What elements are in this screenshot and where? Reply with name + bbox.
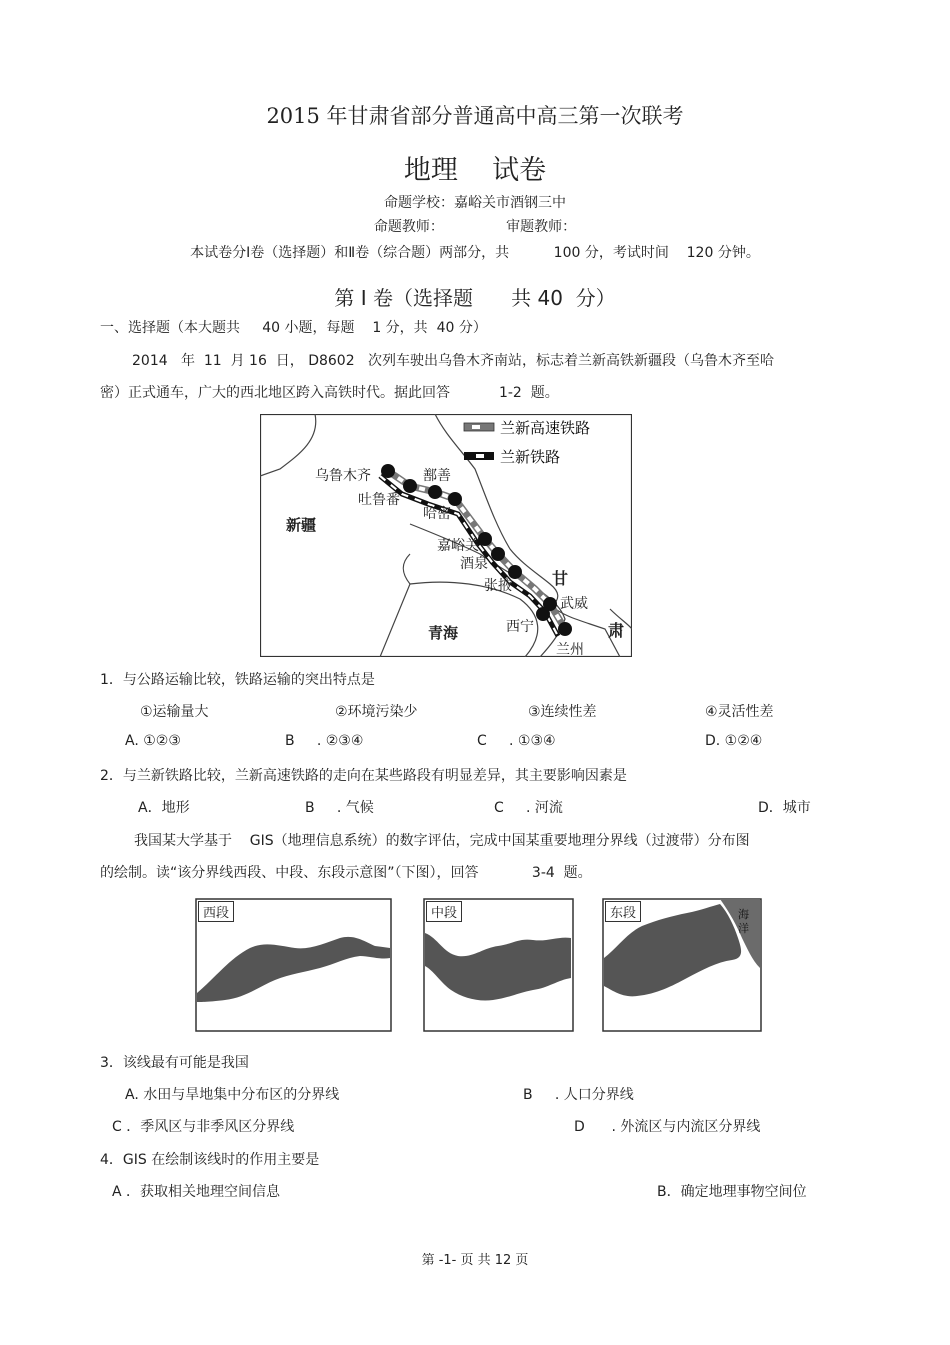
legend-railway: 兰新铁路 — [500, 448, 561, 466]
label-lanzhou: 兰州 — [556, 642, 584, 657]
q3-option-d[interactable]: D . 外流区与内流区分界线 — [574, 1119, 761, 1135]
railway-map — [260, 414, 632, 657]
label-urumqi: 乌鲁木齐 — [315, 468, 371, 484]
q2-option-d[interactable]: D．城市 — [758, 800, 811, 816]
q1-item-2: ②环境污染少 — [335, 704, 418, 720]
q4-stem: 4．GIS 在绘制该线时的作用主要是 — [100, 1152, 320, 1168]
label-jiayuguan: 嘉峪关 — [437, 538, 479, 554]
q1-option-b[interactable]: B . ②③④ — [285, 733, 364, 749]
passage2-line1: 我国某大学基于 GIS（地理信息系统）的数字评估，完成中国某重要地理分界线（过渡带）分布图 — [134, 833, 750, 849]
label-xining: 西宁 — [506, 619, 534, 635]
q1-option-a[interactable]: A. ①②③ — [125, 733, 181, 749]
q2-option-b[interactable]: B . 气候 — [305, 800, 374, 816]
q1-option-d[interactable]: D. ①②④ — [705, 733, 763, 749]
passage1-line1: 2014 年 11 月 16 日， D8602 次列车驶出乌鲁木齐南站，标志着兰新高铁新疆段（乌鲁木齐至哈 — [132, 353, 774, 369]
teachers-line: 命题教师： 审题教师： — [373, 219, 577, 235]
q3-stem: 3．该线最有可能是我国 — [100, 1055, 249, 1071]
station-hami — [448, 492, 462, 506]
q1-stem: 1．与公路运输比较，铁路运输的突出特点是 — [100, 672, 375, 688]
label-turpan: 吐鲁番 — [358, 492, 400, 508]
station-shanshan — [428, 485, 442, 499]
q3-option-a[interactable]: A. 水田与旱地集中分布区的分界线 — [125, 1087, 340, 1103]
passage2-line2: 的绘制。读“该分界线西段、中段、东段示意图”（下图），回答 3-4 题。 — [100, 865, 592, 881]
label-hami: 哈密 — [423, 506, 451, 522]
label-xinjiang: 新疆 — [286, 516, 317, 534]
q3-option-c[interactable]: C ．季风区与非季风区分界线 — [112, 1119, 295, 1135]
label-shanshan: 鄯善 — [423, 468, 451, 484]
label-zhangye: 张掖 — [484, 578, 512, 594]
station-xining — [536, 607, 550, 621]
label-west: 西段 — [198, 901, 234, 922]
station-jiuquan — [491, 547, 505, 561]
page-footer: 第 -1- 页 共 12 页 — [421, 1253, 529, 1268]
panel-west — [195, 898, 392, 1032]
q3-option-b[interactable]: B . 人口分界线 — [523, 1087, 634, 1103]
q2-option-c[interactable]: C . 河流 — [494, 800, 563, 816]
label-su: 肃 — [608, 621, 625, 640]
label-jiuquan: 酒泉 — [460, 556, 488, 572]
part-heading: 第 Ⅰ 卷（选择题 共 40 分） — [334, 286, 616, 310]
label-qinghai: 青海 — [428, 624, 459, 642]
exam-title: 2015 年甘肃省部分普通高中高三第一次联考 — [266, 104, 684, 128]
passage1-line2: 密）正式通车，广大的西北地区跨入高铁时代。据此回答 1-2 题。 — [100, 385, 559, 401]
legend-highspeed: 兰新高速铁路 — [500, 419, 591, 437]
station-urumqi — [381, 464, 395, 478]
school-line: 命题学校：嘉峪关市酒钢三中 — [384, 195, 566, 211]
q1-item-3: ③连续性差 — [528, 704, 597, 720]
label-gan: 甘 — [552, 569, 569, 588]
q1-option-c[interactable]: C . ①③④ — [477, 733, 556, 749]
station-jiayuguan — [478, 532, 492, 546]
q1-item-4: ④灵活性差 — [705, 704, 774, 720]
q2-stem: 2．与兰新铁路比较，兰新高速铁路的走向在某些路段有明显差异，其主要影响因素是 — [100, 768, 627, 784]
label-east: 东段 — [605, 901, 641, 922]
station-turpan — [403, 479, 417, 493]
station-lanzhou — [558, 622, 572, 636]
section-heading: 一、选择题（本大题共 40 小题，每题 1 分，共 40 分） — [100, 320, 487, 336]
label-middle: 中段 — [426, 901, 462, 922]
panel-east — [602, 898, 762, 1032]
q4-option-b[interactable]: B．确定地理事物空间位 — [657, 1184, 807, 1200]
q2-option-a[interactable]: A．地形 — [138, 800, 190, 816]
q4-option-a[interactable]: A ．获取相关地理空间信息 — [112, 1184, 281, 1200]
subject-title: 地理 试卷 — [403, 155, 547, 186]
intro-line: 本试卷分Ⅰ卷（选择题）和Ⅱ卷（综合题）两部分，共 100 分，考试时间 120 分钟。 — [190, 245, 760, 261]
station-zhangye — [508, 565, 522, 579]
label-wuwei: 武威 — [560, 596, 588, 612]
panel-middle — [423, 898, 574, 1032]
q1-item-1: ①运输量大 — [140, 704, 209, 720]
label-sea: 海洋 — [738, 908, 749, 935]
